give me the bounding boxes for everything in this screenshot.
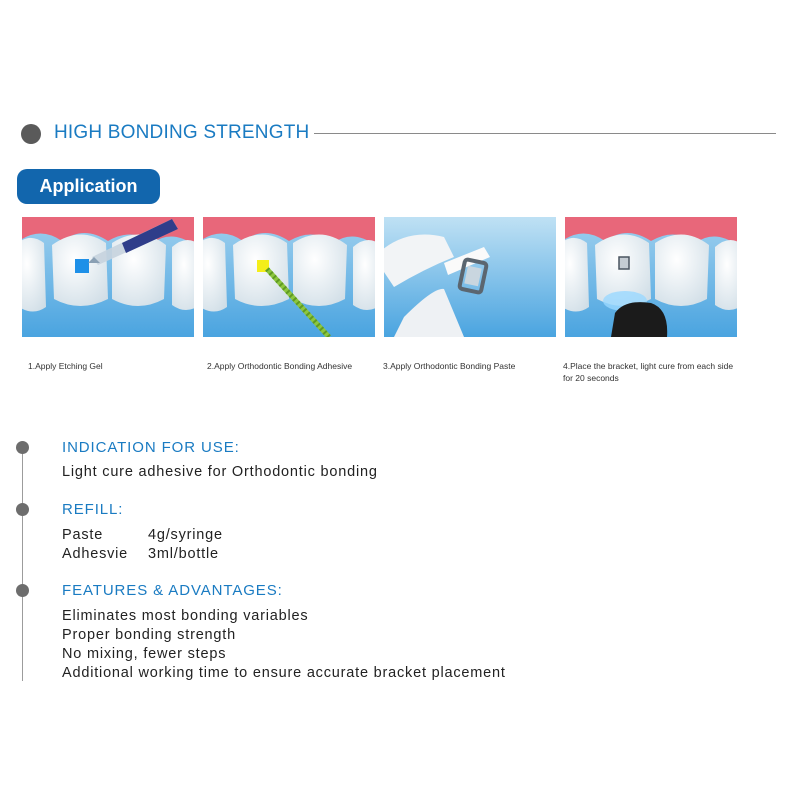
refill-row (62, 545, 223, 564)
step-1-image (22, 217, 194, 337)
timeline-line (22, 447, 23, 681)
refill-value: 4g/syringe (148, 527, 223, 543)
feature-item: Additional working time to ensure accurate bracket placement (62, 665, 506, 681)
feature-item: Eliminates most bonding variables (62, 608, 309, 624)
refill-list (62, 526, 223, 564)
refill-value: 3ml/bottle (148, 546, 219, 562)
feature-item: No mixing, fewer steps (62, 646, 227, 662)
step-1-caption: 1.Apply Etching Gel (28, 361, 103, 371)
step-2-image (203, 217, 375, 337)
step-2-caption: 2.Apply Orthodontic Bonding Adhesive (207, 361, 353, 371)
features-list (62, 607, 506, 683)
page-title: HIGH BONDING STRENGTH (54, 122, 310, 143)
application-label: Application (17, 169, 160, 204)
section-bullet-icon (21, 124, 41, 144)
timeline-dot-icon (16, 441, 29, 454)
timeline-dot-icon (16, 503, 29, 516)
timeline-dot-icon (16, 584, 29, 597)
refill-name: Adhesvie (62, 546, 129, 562)
step-4-image (565, 217, 737, 337)
step-3-image (384, 217, 556, 337)
feature-item: Proper bonding strength (62, 627, 236, 643)
step-3-caption: 3.Apply Orthodontic Bonding Paste (383, 361, 516, 371)
step-4-caption: 4.Place the bracket, light cure from each side for 20 seconds (563, 361, 734, 383)
refill-name: Paste (62, 527, 104, 543)
refill-row (62, 526, 223, 545)
indication-text: Light cure adhesive for Orthodontic bonding (62, 464, 378, 480)
title-divider (314, 133, 776, 134)
features-heading: FEATURES & ADVANTAGES: (62, 582, 283, 599)
indication-heading: INDICATION FOR USE: (62, 439, 240, 456)
refill-heading: REFILL: (62, 501, 124, 518)
